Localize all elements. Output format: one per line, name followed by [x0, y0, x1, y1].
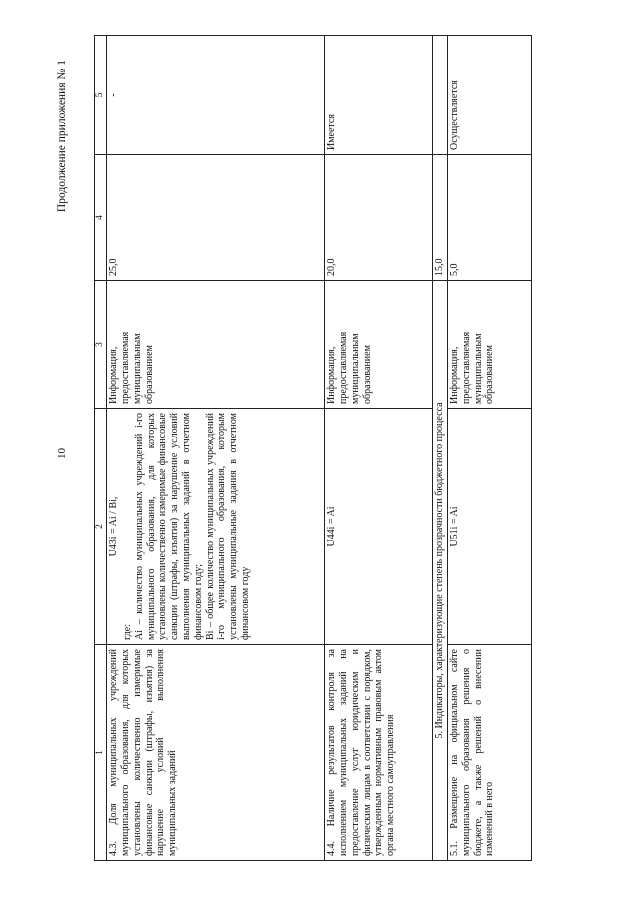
table-row-4-4	[325, 36, 433, 861]
column-number: 5	[95, 36, 107, 155]
page-number: 10	[56, 448, 68, 459]
data-source: Информация, предоставляемая муниципальным образованием	[325, 281, 433, 409]
column-number: 3	[95, 281, 107, 409]
appendix-label: Продолжение приложения № 1	[56, 60, 68, 213]
formula-where: где:	[122, 624, 133, 640]
data-source: Информация, предоставляемая муниципальным образованием	[107, 281, 325, 409]
table-row-4-3	[107, 36, 325, 861]
indicator-name: 5.1. Размещение на официальном сайте муниципального образования решения о бюджете, а также решений о внесении изменений в него	[448, 645, 532, 861]
column-number-row	[95, 36, 107, 861]
target-value: Имеется	[325, 36, 433, 155]
empty-cell	[433, 36, 448, 155]
indicators-table	[94, 35, 532, 861]
indicator-name: 4.4. Наличие результатов контроля за исполнением муниципальных заданий на предоставление услуг юридическим и физическим лицам в соответствии с порядком, утвержденным нормативным правовым актом органа местного самоуправления	[325, 645, 433, 861]
section-title: 5. Индикаторы, характеризующие степень прозрачности бюджетного процесса	[433, 281, 448, 861]
formula: U44i = Ai	[325, 409, 433, 645]
column-number: 4	[95, 155, 107, 281]
table-row-5-1	[448, 36, 532, 861]
section-weight: 15,0	[433, 155, 448, 281]
column-number: 1	[95, 645, 107, 861]
formula: U43i = Ai / Bi,	[108, 496, 120, 557]
formula-explanation-a: Ai – количество муниципальных учреждений i-го муниципального образования, для которых установлены количественно измеримые финансовые санкции (штрафы, изъятия) за нарушение условий выполнения муниципальных заданий в отчетном финансовом году;	[133, 413, 204, 640]
formula-explanation-b: Bi – общее количество муниципальных учреждений i-го муниципального образования, которым установлены муниципальные задания в отчетном финансовом году	[204, 413, 251, 640]
formula: U51i = Ai	[448, 409, 532, 645]
target-value: -	[107, 36, 325, 155]
target-value: Осуществляется	[448, 36, 532, 155]
weight-value: 5,0	[448, 155, 532, 281]
weight-value: 25,0	[107, 155, 325, 281]
calculation-cell	[107, 409, 325, 645]
data-source: Информация, предоставляемая муниципальным образованием	[448, 281, 532, 409]
column-number: 2	[95, 409, 107, 645]
weight-value: 20,0	[325, 155, 433, 281]
indicator-name: 4.3. Доля муниципальных учреждений муниципального образования, для которых установлены количественно измеримые финансовые санкции (штрафы, изъятия) за нарушение условий выполнения муниципальных заданий	[107, 645, 325, 861]
section-row-5	[433, 36, 448, 861]
